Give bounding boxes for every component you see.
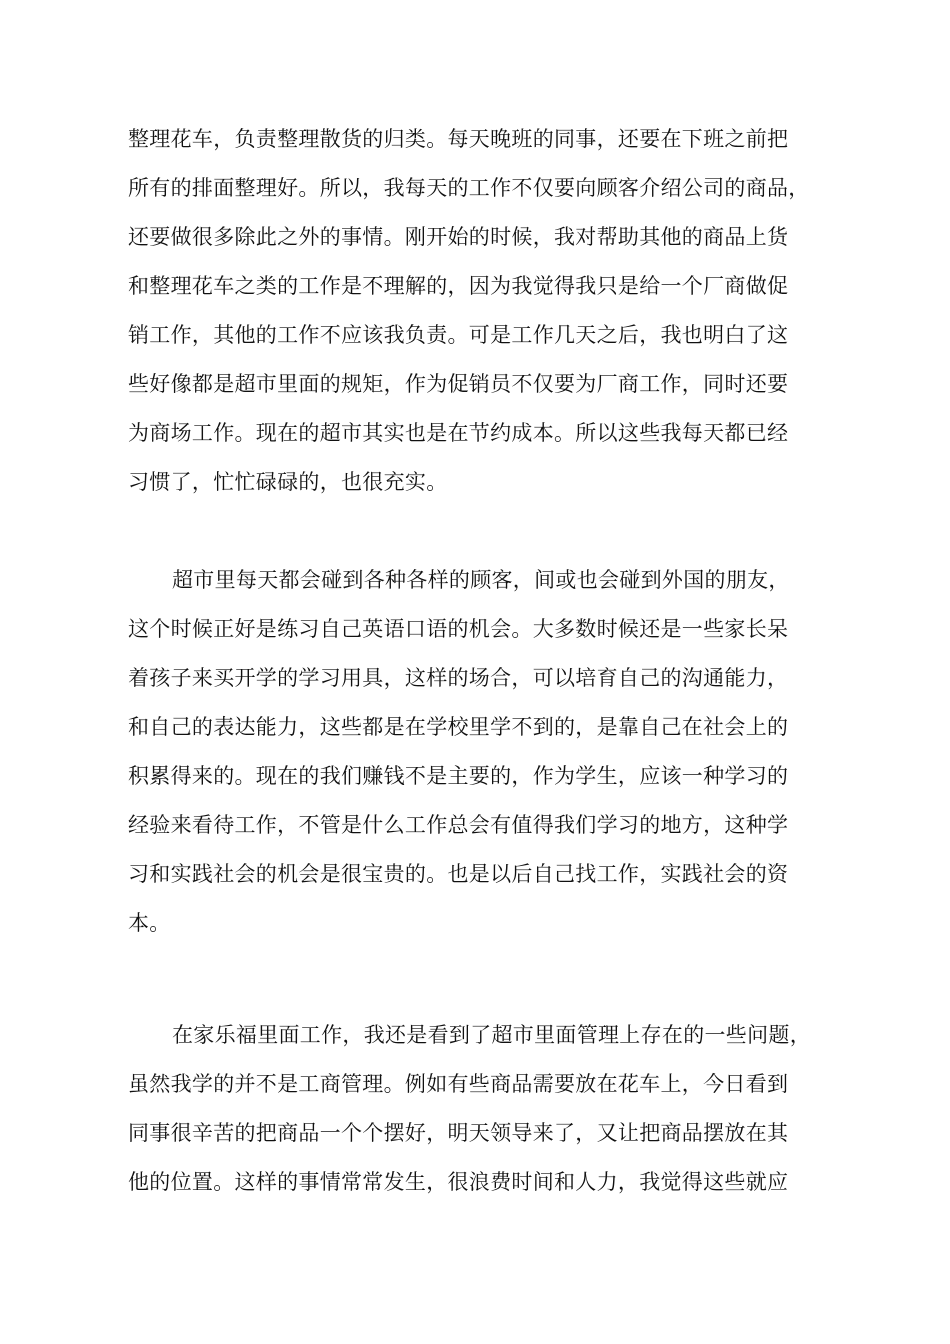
paragraph-1-line-2: 所有的排面整理好。所以，我每天的工作不仅要向顾客介绍公司的商品， — [128, 176, 810, 200]
paragraph-1-line-4: 和整理花车之类的工作是不理解的，因为我觉得我只是给一个厂商做促 — [128, 274, 789, 298]
paragraph-2-line-1: 超市里每天都会碰到各种各样的顾客，间或也会碰到外国的朋友， — [172, 568, 790, 592]
paragraph-3-line-4: 他的位置。这样的事情常常发生，很浪费时间和人力，我觉得这些就应 — [128, 1170, 789, 1194]
paragraph-2-line-2: 这个时候正好是练习自己英语口语的机会。大多数时候还是一些家长呆 — [128, 617, 789, 641]
paragraph-2-line-5: 积累得来的。现在的我们赚钱不是主要的，作为学生，应该一种学习的 — [128, 764, 789, 788]
paragraph-1-line-8: 习惯了，忙忙碌碌的，也很充实。 — [128, 470, 448, 494]
paragraph-1-line-7: 为商场工作。现在的超市其实也是在节约成本。所以这些我每天都已经 — [128, 421, 789, 445]
paragraph-3-line-1: 在家乐福里面工作，我还是看到了超市里面管理上存在的一些问题， — [172, 1023, 811, 1047]
paragraph-3-line-3: 同事很辛苦的把商品一个个摆好，明天领导来了，又让把商品摆放在其 — [128, 1121, 789, 1145]
paragraph-2-line-3: 着孩子来买开学的学习用具，这样的场合，可以培育自己的沟通能力， — [128, 666, 789, 690]
paragraph-1-line-1: 整理花车，负责整理散货的归类。每天晚班的同事，还要在下班之前把 — [128, 127, 789, 151]
paragraph-2-line-7: 习和实践社会的机会是很宝贵的。也是以后自己找工作，实践社会的资 — [128, 862, 789, 886]
paragraph-2-line-4: 和自己的表达能力，这些都是在学校里学不到的，是靠自己在社会上的 — [128, 715, 789, 739]
paragraph-1-line-5: 销工作，其他的工作不应该我负责。可是工作几天之后，我也明白了这 — [128, 323, 789, 347]
paragraph-2-line-8: 本。 — [128, 911, 171, 935]
paragraph-1-line-3: 还要做很多除此之外的事情。刚开始的时候，我对帮助其他的商品上货 — [128, 225, 789, 249]
paragraph-3-line-2: 虽然我学的并不是工商管理。例如有些商品需要放在花车上，今日看到 — [128, 1072, 789, 1096]
paragraph-2-line-6: 经验来看待工作，不管是什么工作总会有值得我们学习的地方，这种学 — [128, 813, 789, 837]
paragraph-1-line-6: 些好像都是超市里面的规矩，作为促销员不仅要为厂商工作，同时还要 — [128, 372, 789, 396]
